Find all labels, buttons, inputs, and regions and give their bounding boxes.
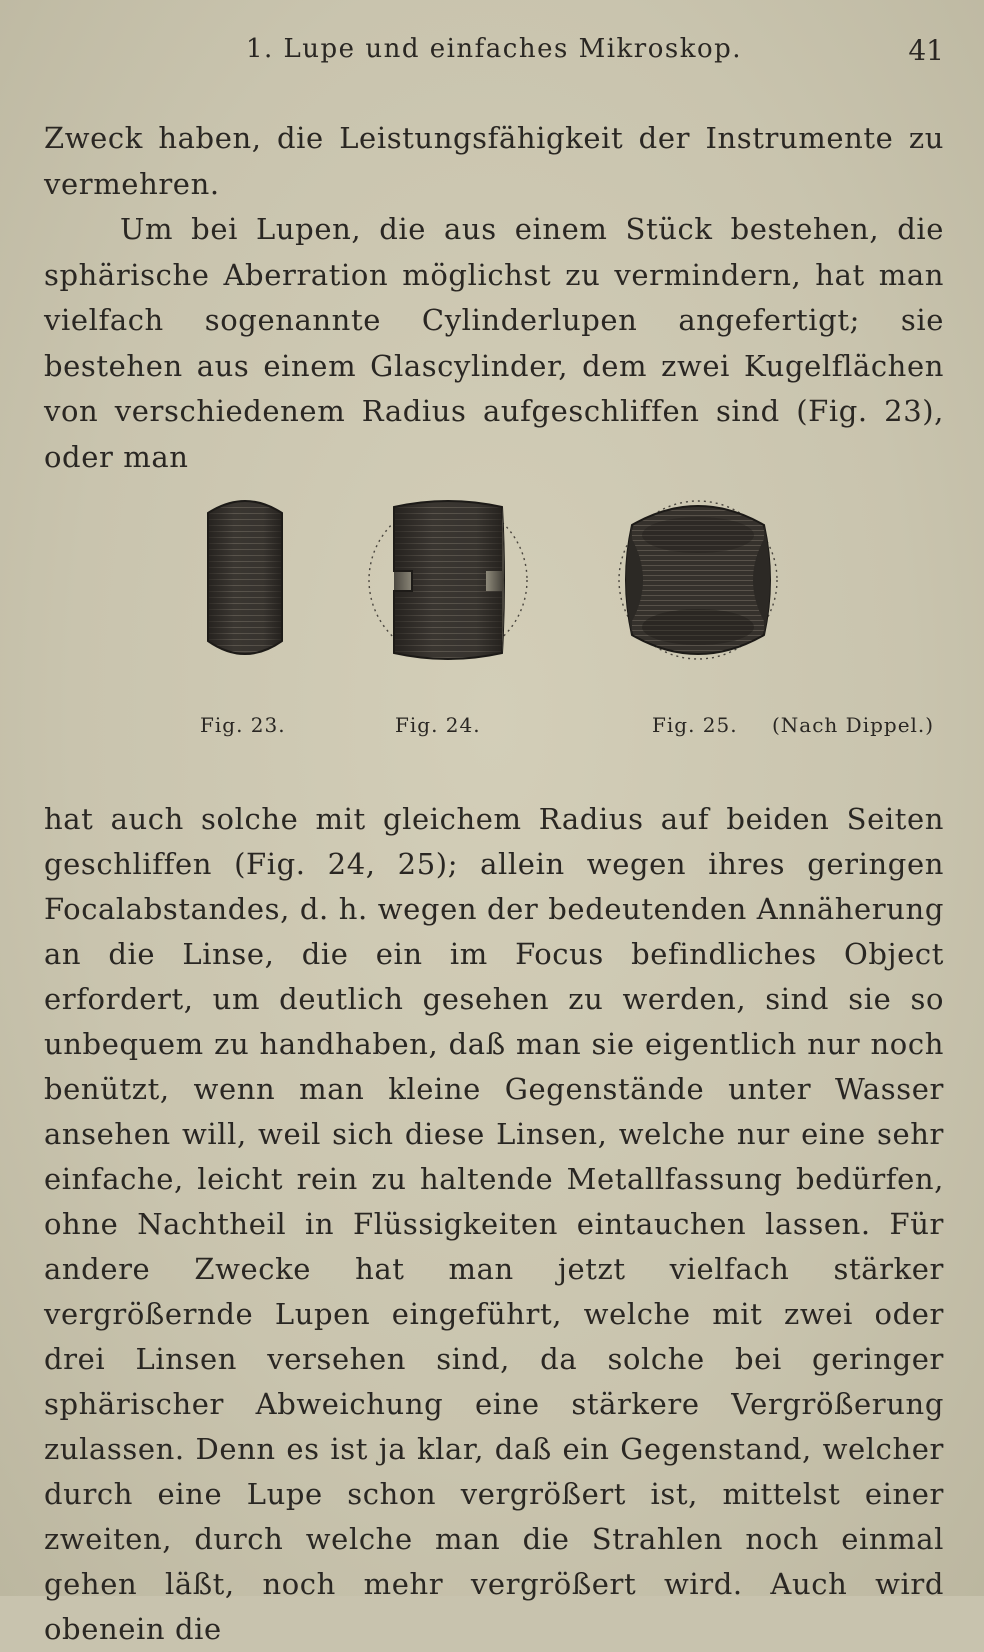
fig-25-source: (Nach Dippel.) (772, 713, 935, 737)
fig-23-caption: Fig. 23. (200, 713, 286, 737)
text-block-top (44, 116, 944, 480)
running-head-title: 1. Lupe und einfaches Mikroskop. (245, 34, 743, 64)
fig-25-spherical-lens (619, 501, 777, 659)
page-number: 41 (908, 34, 944, 67)
paragraph-1: Zweck haben, die Leistungsfähigkeit der Instrumente zu vermehren. (44, 121, 944, 201)
fig-24-grooved-lens (369, 501, 527, 659)
paragraph-3: hat auch solche mit gleichem Radius auf beiden Seiten geschliffen (Fig. 24, 25); allein wegen ihres geringen Focalabstandes, d. h. wegen der bedeutenden Annäherung an die Linse, die ein im Focus befindliches Object erfordert, um deutlich gesehen zu werden, sind sie so unbequem zu handhaben, daß man sie eigentlich nur noch benützt, wenn man kleine Gegenstände unter Wasser ansehen will, weil sich diese Linsen, welche nur eine sehr einfache, leicht rein zu haltende Metallfassung bedürfen, ohne Nachtheil in Flüssigkeiten eintauchen lassen. Für andere Zwecke hat man jetzt vielfach stärker vergrößernde Lupen eingeführt, welche mit zwei oder drei Linsen versehen sind, da solche bei geringer sphärischer Abweichung eine stärkere Vergrößerung zulassen. Denn es ist ja klar, daß ein Gegenstand, welcher durch eine Lupe schon vergrößert ist, mittelst einer zweiten, durch welche man die Strahlen noch einmal gehen läßt, noch mehr vergrößert wird. Auch wird obenein die (44, 802, 944, 1646)
text-block-bottom (44, 797, 944, 1652)
running-head (44, 34, 944, 74)
fig-25-caption: Fig. 25. (652, 713, 738, 737)
paragraph-2: Um bei Lupen, die aus einem Stück bestehen, die sphärische Aberration möglichst zu vermindern, hat man vielfach sogenannte Cylinderlupen angefertigt; sie bestehen aus einem Glascylinder, dem zwei Kugelflächen von verschiedenem Radius aufgeschliffen sind (Fig. 23), oder man (44, 212, 944, 474)
fig-23-cylinder-lens (208, 501, 282, 654)
fig-24-caption: Fig. 24. (395, 713, 481, 737)
